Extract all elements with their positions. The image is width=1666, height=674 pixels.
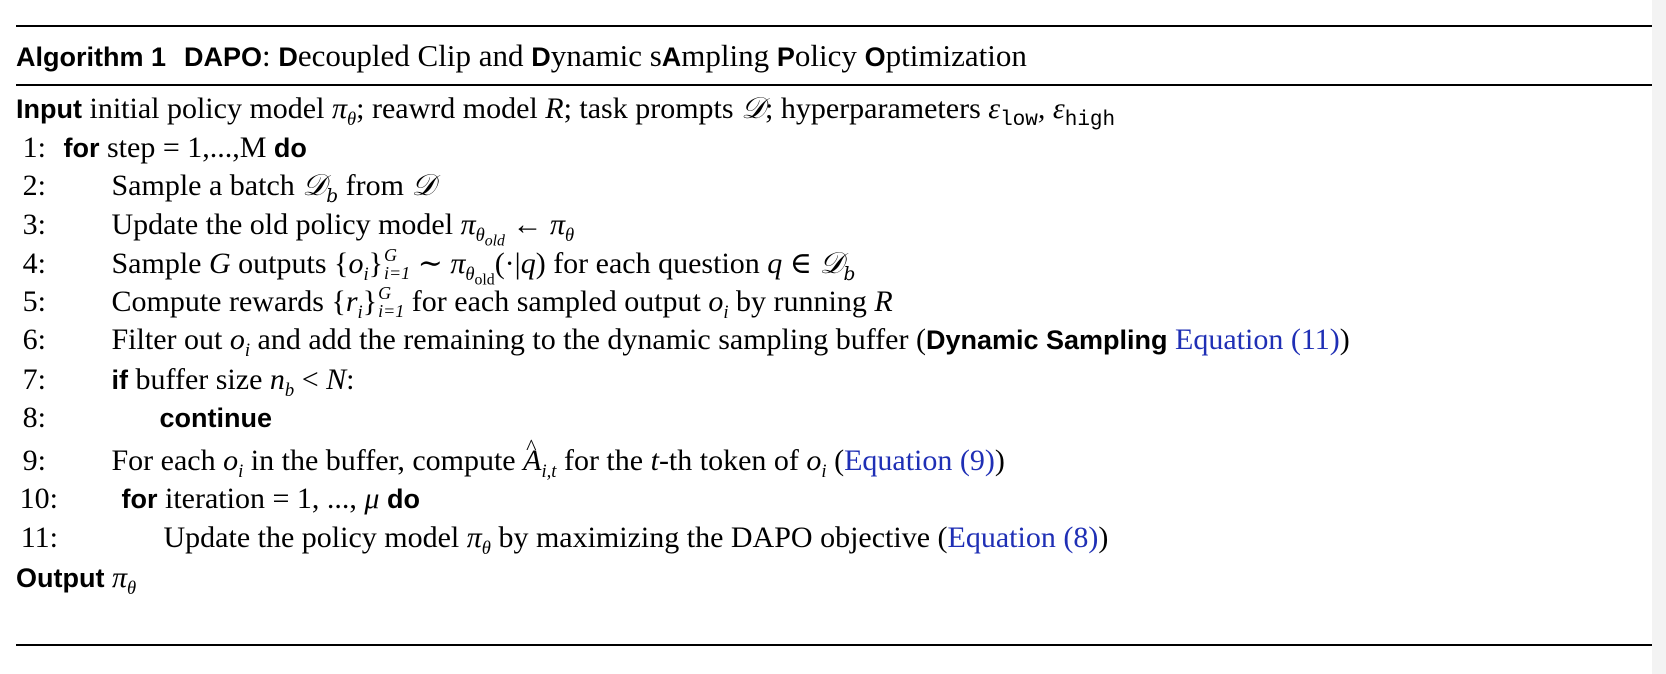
algorithm-abbr: DAPO <box>184 42 263 72</box>
line-number: 6: <box>22 323 46 356</box>
title-segment: olicy <box>794 38 865 73</box>
header-rule <box>16 84 1652 86</box>
title-segment: ynamic s <box>550 38 662 73</box>
algo-line-2: 2: Sample a batch 𝒟$_b$ from 𝒟 <box>16 166 435 206</box>
output-keyword: Output <box>16 563 105 593</box>
step-text: in the buffer, compute <box>250 444 516 477</box>
output-line: Output $\pi_\theta$ <box>16 561 137 599</box>
step-text: Sample <box>111 247 202 280</box>
algo-line-8 <box>16 398 272 438</box>
old-subscript: old <box>474 271 495 289</box>
algo-line-9: 9: For each $o_i$ in the buffer, compute ^ $A_{i,t}$ for the t-th token of $o_i$ (Equation (9)) <box>16 441 1005 481</box>
dynamic-sampling-label: Dynamic Sampling <box>925 325 1168 355</box>
algo-line-7: 7: if buffer size $n_b < N$: <box>16 360 354 400</box>
keyword-if: if <box>111 365 128 395</box>
algo-line-5: 5: Compute rewards $\{r_i\}$ G i=1 for each sampled output $o_i$ by running R <box>16 282 893 322</box>
top-rule <box>16 25 1652 27</box>
step-text: : <box>346 363 355 396</box>
step-text: -th token of <box>658 444 799 477</box>
step-text: for each sampled output <box>411 285 701 318</box>
title-segment: A <box>661 42 682 72</box>
step-text: iteration = 1, ..., <box>165 482 357 515</box>
line-number: 3: <box>22 208 46 241</box>
equation-9-link[interactable]: Equation (9) <box>844 444 995 477</box>
step-text: Compute rewards <box>111 285 324 318</box>
algo-line-3: 3: Update the old policy model $\pi_{\theta_{old}}$ ← $\pi_\theta$ <box>16 205 574 245</box>
line-number: 5: <box>22 285 46 318</box>
line-number: 2: <box>22 169 46 202</box>
step-text: Sample a batch <box>111 169 295 202</box>
line-number: 10: <box>19 482 58 515</box>
input-line: Input initial policy model $\pi_\theta$; reawrd model R; task prompts 𝒟; hyperparameters $\varepsilon_{low}$, $\varepsilon_{high}$ <box>16 91 1116 132</box>
step-text: by running <box>736 285 867 318</box>
paren: ( <box>826 444 845 477</box>
line-number: 1: <box>22 131 46 164</box>
title-segment: D <box>531 42 551 72</box>
line-number: 4: <box>22 247 46 280</box>
title-segment: D <box>278 42 298 72</box>
algo-line-4: 4: Sample G outputs $\{o_i\}$ G i=1 ∼ $\pi_{\theta_{old}}(\cdot|q)$ for each question q ∈ 𝒟$_b$ <box>16 244 855 284</box>
step-text: for the <box>563 444 644 477</box>
keyword-do: do <box>273 133 307 163</box>
step-text: from <box>345 169 404 202</box>
algorithm-label: Algorithm 1 <box>16 42 167 72</box>
step-text: For each <box>111 444 216 477</box>
input-text: ; task prompts <box>563 92 734 125</box>
keyword-for: for <box>63 133 100 163</box>
title-segment: ptimization <box>885 38 1027 73</box>
title-segment: P <box>776 42 795 72</box>
eps-high: high <box>1064 109 1116 132</box>
step-text: buffer size <box>135 363 263 396</box>
equation-11-link[interactable]: Equation (11) <box>1175 323 1340 356</box>
step-text: step = 1,...,M <box>107 131 267 164</box>
step-text: Filter out <box>111 323 223 356</box>
input-keyword: Input <box>16 94 82 124</box>
title-segment: O <box>864 42 886 72</box>
algo-line-1 <box>16 128 307 168</box>
title-segment: ecoupled Clip and <box>297 38 532 73</box>
paren: ) <box>994 444 1005 477</box>
keyword-do: do <box>386 484 420 514</box>
step-text: Update the policy model <box>163 521 460 554</box>
algorithm-title: Algorithm 1 DAPO: Decoupled Clip and Dynamic sAmpling Policy Optimization <box>16 38 1027 73</box>
old-subscript: old <box>484 232 505 250</box>
step-text: and add the remaining to the dynamic sampling buffer ( <box>257 323 926 356</box>
input-text: ; reawrd model <box>356 92 538 125</box>
title-segment: mpling <box>681 38 777 73</box>
algorithm-full-name <box>278 38 1026 73</box>
keyword-continue: continue <box>159 403 272 433</box>
paren: ) <box>1339 323 1350 356</box>
algo-line-11: 11: Update the policy model $\pi_\theta$ by maximizing the DAPO objective (Equation (8)) <box>16 518 1108 558</box>
equation-8-link[interactable]: Equation (8) <box>947 521 1099 554</box>
input-text: initial policy model <box>89 92 325 125</box>
step-text: outputs <box>238 247 327 280</box>
input-text: ; hyperparameters <box>765 92 981 125</box>
line-number: 9: <box>22 444 46 477</box>
line-number: 7: <box>22 363 46 396</box>
step-text: Update the old policy model <box>111 208 454 241</box>
bottom-rule <box>16 644 1652 646</box>
line-number: 11: <box>20 521 58 554</box>
line-number: 8: <box>22 401 46 434</box>
eps-low: low <box>1000 109 1038 132</box>
algo-line-10: 10: for iteration = 1, ..., μ do <box>16 479 420 519</box>
step-text: for each question <box>553 247 760 280</box>
paren: ) <box>1098 521 1109 554</box>
step-text: by maximizing the DAPO objective ( <box>498 521 948 554</box>
algo-line-6: 6: Filter out $o_i$ and add the remaining to the dynamic sampling buffer (Dynamic Sampling Equation (11)) <box>16 320 1350 360</box>
keyword-for: for <box>121 484 158 514</box>
